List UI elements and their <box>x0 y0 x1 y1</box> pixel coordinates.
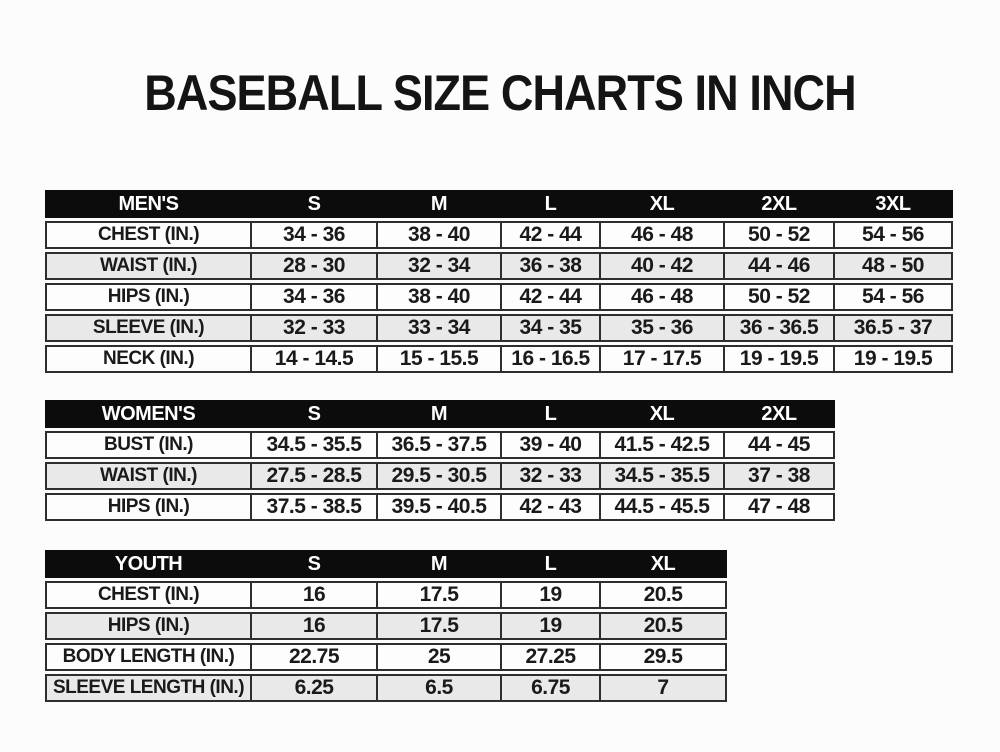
size-cell: 19 - 19.5 <box>725 345 835 373</box>
table-header-row <box>45 550 727 578</box>
size-cell: 19 - 19.5 <box>835 345 953 373</box>
size-cell: 42 - 43 <box>502 493 601 521</box>
youth-size-table <box>45 547 727 705</box>
size-cell: 37.5 - 38.5 <box>252 493 378 521</box>
table-title-cell: MEN'S <box>45 190 252 218</box>
size-cell: 17 - 17.5 <box>601 345 725 373</box>
row-label: SLEEVE LENGTH (IN.) <box>45 674 252 702</box>
column-header: S <box>252 400 378 428</box>
column-header: XL <box>601 550 727 578</box>
row-label: HIPS (IN.) <box>45 283 252 311</box>
size-cell: 54 - 56 <box>835 283 953 311</box>
size-cell: 27.5 - 28.5 <box>252 462 378 490</box>
size-cell: 44 - 46 <box>725 252 835 280</box>
column-header: XL <box>601 400 725 428</box>
size-cell: 6.5 <box>378 674 502 702</box>
row-label: BODY LENGTH (IN.) <box>45 643 252 671</box>
table-row <box>45 431 835 459</box>
size-cell: 37 - 38 <box>725 462 835 490</box>
size-cell: 16 <box>252 581 378 609</box>
size-cell: 39.5 - 40.5 <box>378 493 502 521</box>
table-header-row <box>45 190 953 218</box>
table-row <box>45 493 835 521</box>
size-cell: 17.5 <box>378 581 502 609</box>
table-row <box>45 462 835 490</box>
column-header: 2XL <box>725 400 835 428</box>
size-cell: 34 - 36 <box>252 283 378 311</box>
size-cell: 42 - 44 <box>502 221 601 249</box>
column-header: S <box>252 190 378 218</box>
size-cell: 36 - 36.5 <box>725 314 835 342</box>
table-row <box>45 221 953 249</box>
size-cell: 50 - 52 <box>725 221 835 249</box>
size-cell: 6.75 <box>502 674 601 702</box>
size-cell: 7 <box>601 674 727 702</box>
size-cell: 38 - 40 <box>378 283 502 311</box>
mens-size-table <box>45 187 953 376</box>
table-row <box>45 283 953 311</box>
size-cell: 46 - 48 <box>601 221 725 249</box>
column-header: S <box>252 550 378 578</box>
size-cell: 16 - 16.5 <box>502 345 601 373</box>
table-row <box>45 252 953 280</box>
column-header: L <box>502 190 601 218</box>
size-cell: 19 <box>502 612 601 640</box>
row-label: SLEEVE (IN.) <box>45 314 252 342</box>
table-row <box>45 581 727 609</box>
size-cell: 29.5 - 30.5 <box>378 462 502 490</box>
table-title-cell: YOUTH <box>45 550 252 578</box>
size-cell: 32 - 33 <box>502 462 601 490</box>
size-cell: 28 - 30 <box>252 252 378 280</box>
size-cell: 36.5 - 37.5 <box>378 431 502 459</box>
row-label: WAIST (IN.) <box>45 462 252 490</box>
table-title-cell: WOMEN'S <box>45 400 252 428</box>
size-cell: 25 <box>378 643 502 671</box>
size-cell: 39 - 40 <box>502 431 601 459</box>
size-cell: 44 - 45 <box>725 431 835 459</box>
table-row <box>45 674 727 702</box>
size-cell: 36 - 38 <box>502 252 601 280</box>
size-cell: 17.5 <box>378 612 502 640</box>
size-cell: 6.25 <box>252 674 378 702</box>
size-cell: 29.5 <box>601 643 727 671</box>
size-cell: 22.75 <box>252 643 378 671</box>
size-cell: 47 - 48 <box>725 493 835 521</box>
size-cell: 41.5 - 42.5 <box>601 431 725 459</box>
size-cell: 34.5 - 35.5 <box>252 431 378 459</box>
size-cell: 19 <box>502 581 601 609</box>
size-cell: 38 - 40 <box>378 221 502 249</box>
row-label: BUST (IN.) <box>45 431 252 459</box>
size-cell: 50 - 52 <box>725 283 835 311</box>
size-cell: 54 - 56 <box>835 221 953 249</box>
row-label: CHEST (IN.) <box>45 581 252 609</box>
size-cell: 15 - 15.5 <box>378 345 502 373</box>
size-cell: 48 - 50 <box>835 252 953 280</box>
column-header: 3XL <box>835 190 953 218</box>
page-title: BASEBALL SIZE CHARTS IN INCH <box>144 65 856 121</box>
size-cell: 27.25 <box>502 643 601 671</box>
size-cell: 20.5 <box>601 581 727 609</box>
column-header: XL <box>601 190 725 218</box>
table-row <box>45 314 953 342</box>
table-row <box>45 345 953 373</box>
size-cell: 20.5 <box>601 612 727 640</box>
table-row <box>45 643 727 671</box>
womens-size-table <box>45 397 835 524</box>
size-cell: 34 - 36 <box>252 221 378 249</box>
size-cell: 35 - 36 <box>601 314 725 342</box>
column-header: M <box>378 190 502 218</box>
size-cell: 34 - 35 <box>502 314 601 342</box>
size-cell: 32 - 33 <box>252 314 378 342</box>
column-header: M <box>378 400 502 428</box>
size-cell: 34.5 - 35.5 <box>601 462 725 490</box>
row-label: HIPS (IN.) <box>45 612 252 640</box>
row-label: CHEST (IN.) <box>45 221 252 249</box>
size-cell: 33 - 34 <box>378 314 502 342</box>
size-cell: 36.5 - 37 <box>835 314 953 342</box>
row-label: WAIST (IN.) <box>45 252 252 280</box>
size-cell: 16 <box>252 612 378 640</box>
column-header: L <box>502 550 601 578</box>
row-label: NECK (IN.) <box>45 345 252 373</box>
size-cell: 42 - 44 <box>502 283 601 311</box>
size-cell: 44.5 - 45.5 <box>601 493 725 521</box>
size-cell: 14 - 14.5 <box>252 345 378 373</box>
column-header: M <box>378 550 502 578</box>
table-header-row <box>45 400 835 428</box>
table-row <box>45 612 727 640</box>
size-cell: 46 - 48 <box>601 283 725 311</box>
column-header: L <box>502 400 601 428</box>
size-cell: 32 - 34 <box>378 252 502 280</box>
column-header: 2XL <box>725 190 835 218</box>
row-label: HIPS (IN.) <box>45 493 252 521</box>
size-cell: 40 - 42 <box>601 252 725 280</box>
